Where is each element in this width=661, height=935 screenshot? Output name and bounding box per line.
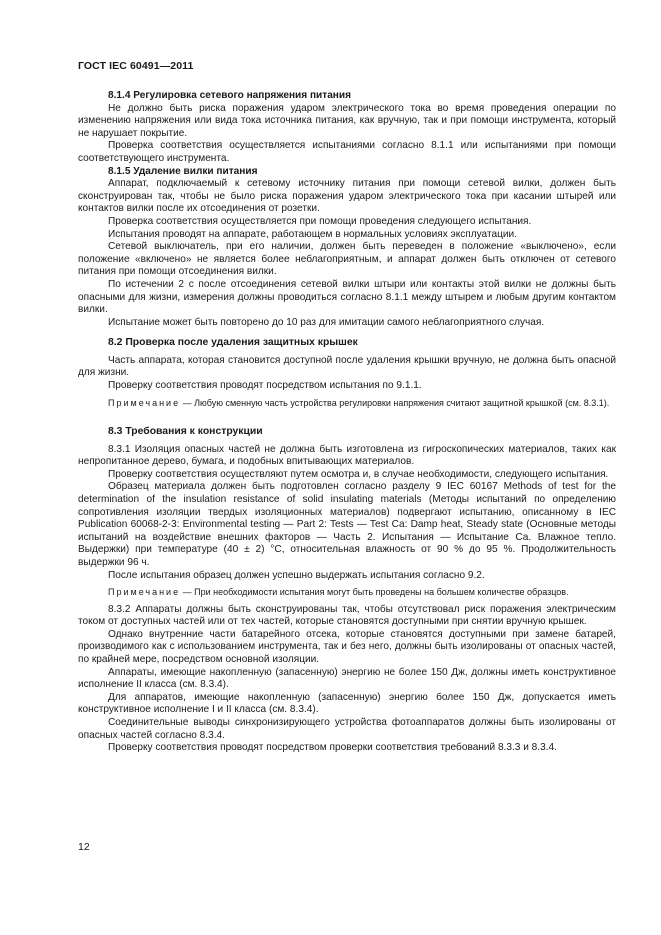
section-heading: 8.1.4 Регулировка сетевого напряжения питания (108, 90, 351, 101)
paragraph: Для аппаратов, имеющие накопленную (запасенную) энергию более 150 Дж, допускается иметь конструктивное исполнение I и II класса (см. 8.3.4). (78, 691, 616, 716)
paragraph: Не должно быть риска поражения ударом электрического тока во время проведения операции по изменению напряжения или вида тока источника питания, как вручную, так и при помощи инструмента, который не нарушает покрытие. (78, 102, 616, 139)
paragraph: Испытание может быть повторено до 10 раз для имитации самого неблагоприятного случая. (108, 316, 545, 328)
note-text: — При необходимости испытания могут быть проведены на большем количестве образцов. (180, 587, 569, 598)
paragraph: Аппарат, подключаемый к сетевому источнику питания при помощи сетевой вилки, должен быть сконструирован так, чтобы не было риска поражения ударом электрического тока при касании штырей или контактов вилки после их отсоединения от розетки. (78, 178, 616, 215)
paragraph: Сетевой выключатель, при его наличии, должен быть переведен в положение «выключено», если положение «включено» не является более неблагоприятным, и аппарат должен быть отключен от сетевого питания при помощи отсоединения вилки. (78, 241, 616, 278)
paragraph: Проверка соответствия осуществляется при помощи проведения следующего испытания. (108, 215, 532, 227)
paragraph: Аппараты, имеющие накопленную (запасенную) энергию не более 150 Дж, должны иметь конструктивное исполнение II класса (см. 8.3.4). (78, 666, 616, 691)
page-number: 12 (78, 841, 90, 853)
paragraph: Испытания проводят на аппарате, работающем в нормальных условиях эксплуатации. (108, 228, 517, 240)
paragraph: Проверку соответствия осуществляют путем осмотра и, в случае необходимости, следующего испытания. (108, 468, 609, 480)
paragraph: Часть аппарата, которая становится доступной после удаления крышки вручную, не должна быть опасной для жизни. (78, 354, 616, 379)
note (78, 587, 616, 598)
paragraph: Образец материала должен быть подготовлен согласно разделу 9 IEC 60167 Methods of test for the determination of the insulation resistance of solid insulating materials (Методы испытаний по определению сопротивления изоляции твердых изоляционных материалов) подвергают испытанию, описанному в IEC Publication 60068-2-3: Environmental testing — Part 2: Tests — Test Ca: Damp heat, Steady state (Основные методы испытаний на воздействие внешних факторов — Часть 2. Испытания — Испытание Са. Влажное тепло. Выдержки) при температуре (40 ± 2) °С, относительная влажность от 90 % до 95 %. Продолжительность выдержки 96 ч. (78, 481, 616, 568)
paragraph: После испытания образец должен успешно выдержать испытания согласно 9.2. (108, 569, 485, 581)
note-label: Примечание (108, 397, 181, 408)
document-code: ГОСТ IEC 60491—2011 (78, 60, 194, 72)
paragraph: Проверку соответствия проводят посредством проверки соответствия требований 8.3.3 и 8.3.4. (108, 742, 557, 754)
paragraph: 8.3.1 Изоляция опасных частей не должна быть изготовлена из гигроскопических материалов, таких как непропитанное дерево, бумага, и подобных впитывающих материалов. (78, 443, 616, 468)
paragraph: По истечении 2 с после отсоединения сетевой вилки штыри или контакты этой вилки не должны быть опасными для жизни, измерения должны проводиться согласно 8.1.1 между штырем и любым другим контактом вилки. (78, 278, 616, 316)
paragraph: Однако внутренние части батарейного отсека, которые становятся доступными при замене батарей, производимого как с использованием инструмента, так и без него, должны быть изолированы от опасных частей, по крайней мере, посредством основной изоляции. (78, 628, 616, 665)
note (78, 398, 616, 409)
section-heading: 8.1.5 Удаление вилки питания (108, 165, 258, 177)
section-heading: 8.3 Требования к конструкции (108, 426, 263, 438)
paragraph: Проверка соответствия осуществляется испытаниями согласно 8.1.1 или испытаниями при помощи соответствующего инструмента. (78, 140, 616, 164)
paragraph: Проверку соответствия проводят посредством испытания по 9.1.1. (108, 380, 422, 392)
paragraph: 8.3.2 Аппараты должны быть сконструированы так, чтобы отсутствовал риск поражения электрическим током от доступных частей или от тех частей, которые становятся доступными при снятии вручную крышек. (78, 603, 616, 628)
note-text: — Любую сменную часть устройства регулировки напряжения считают защитной крышкой (см. 8.3.1). (180, 397, 610, 408)
section-heading: 8.2 Проверка после удаления защитных крышек (108, 337, 358, 349)
document-body (78, 90, 616, 755)
note-label: Примечание (108, 587, 181, 598)
paragraph: Соединительные выводы синхронизирующего устройства фотоаппаратов должны быть изолированы от опасных частей согласно 8.3.4. (78, 716, 616, 741)
